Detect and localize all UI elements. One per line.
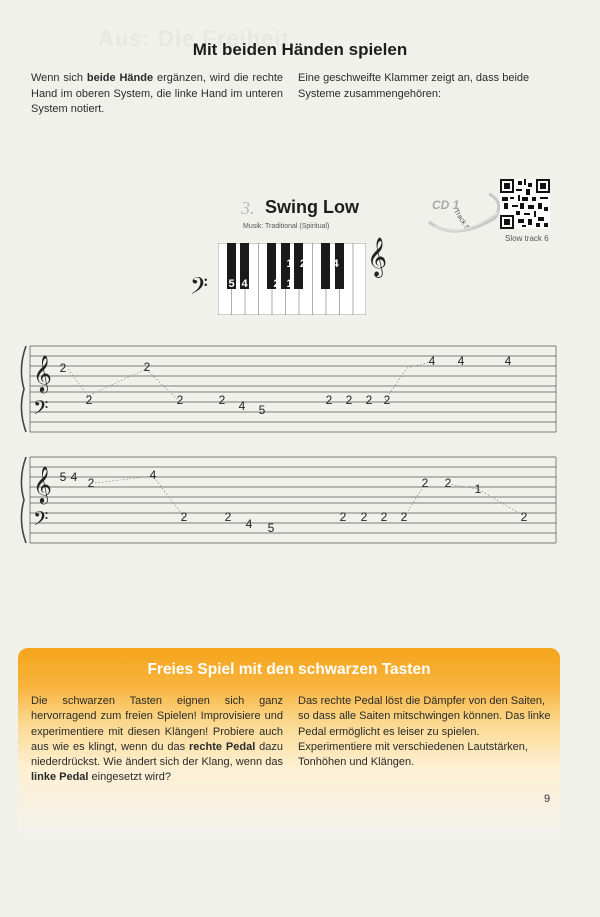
brace [21, 346, 26, 432]
right-hand-finger-number: 1 [286, 258, 293, 270]
intro-paragraph-right: Eine geschweifte Klammer zeigt an, dass beide Systeme zusammengehören: [298, 72, 530, 100]
note-finger-number: 2 [143, 360, 151, 374]
note-finger-number: 4 [504, 354, 512, 368]
note-finger-number: 5 [258, 403, 266, 417]
note-finger-number: 4 [238, 399, 246, 413]
info-text: eingesetzt wird? [88, 771, 172, 784]
info-bold-text: rechte Pedal [189, 740, 256, 753]
note-finger-number: 4 [428, 354, 436, 368]
note-finger-number: 5 [59, 470, 67, 484]
left-hand-finger-number: 4 [241, 278, 248, 290]
info-bold-text: linke Pedal [31, 771, 89, 784]
piano-keyboard-diagram [218, 243, 366, 315]
note-finger-number: 4 [149, 468, 157, 482]
note-finger-number: 2 [339, 510, 347, 524]
note-finger-number: 2 [345, 393, 353, 407]
note-finger-number: 2 [180, 510, 188, 524]
info-box-text-left [31, 694, 283, 786]
cd-disc-icon [425, 188, 505, 236]
left-hand-finger-number: 5 [228, 278, 235, 290]
note-finger-number: 2 [224, 510, 232, 524]
intro-paragraph-left [31, 71, 283, 118]
note-finger-number: 2 [85, 393, 93, 407]
info-box-text-right: Das rechte Pedal löst die Dämpfer von den Saiten, so dass alle Saiten mitschwingen können. Das linke Pedal ermöglicht es leiser zu spielen. Experimentiere mit verschiedenen Lautstärken, Tonhöhen und Klängen. [298, 695, 551, 769]
note-finger-number: 2 [421, 476, 429, 490]
intro-text: ergänzen, wird die rechte Hand im oberen System, die linke Hand im unteren System notiert. [31, 72, 283, 115]
song-credit: Musik: Traditional (Spiritual) [243, 223, 330, 230]
note-finger-number: 4 [70, 470, 78, 484]
intro-text: Wenn sich [31, 72, 87, 84]
note-finger-number: 2 [360, 510, 368, 524]
cd-label: CD 1 [432, 198, 460, 212]
song-title: Swing Low [265, 197, 359, 217]
note-finger-number: 2 [325, 393, 333, 407]
info-text: dazu niederdrückst. Wie ändert sich der Klang, wenn das [31, 740, 283, 769]
right-hand-finger-number: 2 [299, 258, 307, 270]
info-text: Die schwarzen Tasten eignen sich ganz hervorragend zum freien Spielen! Improvisiere und experimentiere mit diesen Klängen! Probiere auch aus wie es klingt, wenn du das [31, 695, 283, 753]
left-hand-finger-number: 2 [273, 278, 280, 290]
bass-clef-icon: 𝄢 [33, 507, 49, 535]
note-finger-number: 2 [520, 510, 528, 524]
note-finger-number: 4 [457, 354, 465, 368]
treble-clef-icon: 𝄞 [367, 237, 388, 277]
bass-clef-icon: 𝄢 [33, 396, 49, 424]
bass-clef-icon: 𝄢 [190, 272, 209, 305]
note-finger-number: 2 [444, 476, 452, 490]
page-title: Mit beiden Händen spielen [192, 40, 408, 59]
right-hand-finger-number: 4 [332, 258, 339, 270]
brace [21, 457, 26, 543]
note-finger-number: 4 [245, 517, 253, 531]
note-finger-number: 2 [365, 393, 373, 407]
treble-clef-icon: 𝄞 [33, 354, 52, 392]
note-finger-number: 5 [267, 521, 275, 535]
slow-track-label: Slow track 6 [505, 234, 549, 243]
note-finger-number: 1 [474, 482, 482, 496]
right-hand-finger-number: 5 [345, 258, 352, 270]
song-number: 3. [241, 198, 255, 218]
note-finger-number: 2 [383, 393, 391, 407]
qr-code-icon[interactable] [500, 179, 550, 229]
track-label: Track 5 [452, 208, 471, 232]
note-finger-number: 2 [87, 476, 95, 490]
treble-clef-icon: 𝄞 [33, 465, 52, 503]
note-finger-number: 2 [176, 393, 184, 407]
faded-background-heading: Aus: Die Freiheit [98, 26, 290, 51]
page-number: 9 [544, 793, 551, 805]
left-hand-finger-number: 1 [286, 278, 293, 290]
note-finger-number: 2 [380, 510, 388, 524]
note-finger-number: 2 [218, 393, 226, 407]
note-finger-number: 2 [59, 361, 67, 375]
intro-bold-text: beide Hände [86, 72, 154, 84]
info-box-heading: Freies Spiel mit den schwarzen Tasten [147, 661, 431, 678]
note-finger-number: 2 [400, 510, 408, 524]
